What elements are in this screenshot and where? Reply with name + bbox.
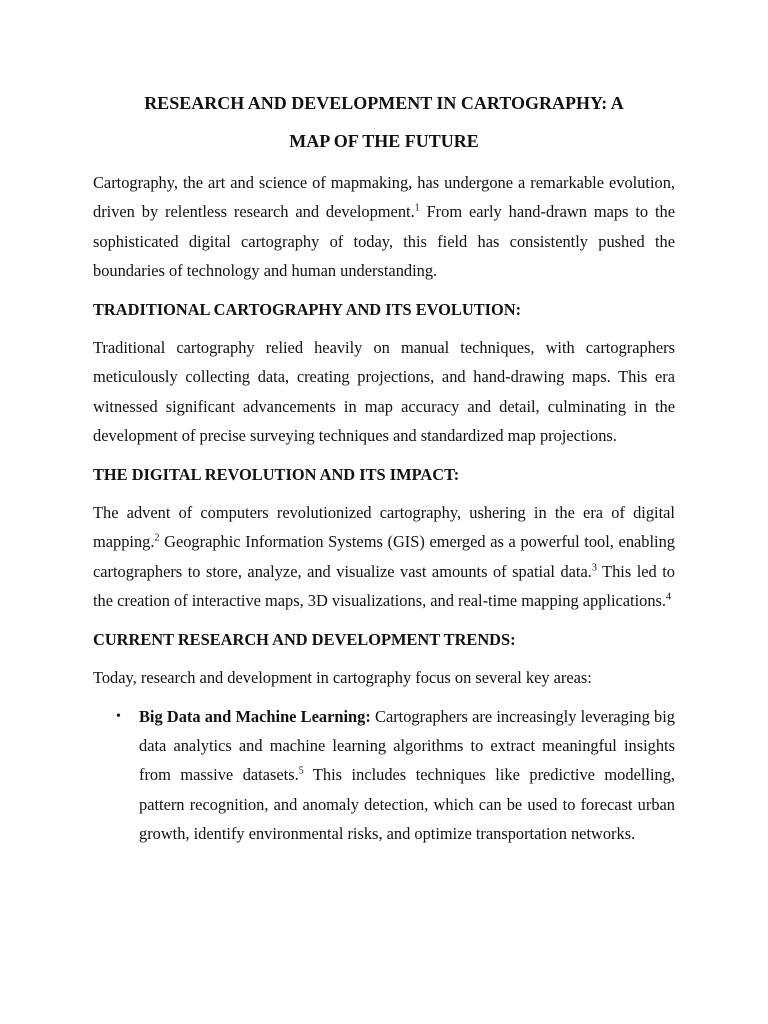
footnote-ref-2[interactable]: 2: [154, 533, 160, 544]
footnote-ref-4[interactable]: 4: [666, 591, 672, 603]
intro-text-1: Cartography, the art and science of mapmaking, has undergone a remarkable evolution, driven by relentless research and development.: [93, 173, 675, 222]
digital-paragraph: [93, 498, 675, 616]
footnote-ref-3[interactable]: 3: [591, 562, 597, 574]
traditional-paragraph: Traditional cartography relied heavily on manual techniques, with cartographers meticulously collecting data, creating projections, and hand-drawing maps. This era witnessed significant advancements in map accuracy and detail, culminating in the development of precise surveying techniques and standardized map projections.: [93, 338, 675, 446]
document-title: [93, 84, 675, 160]
section-heading-digital: THE DIGITAL REVOLUTION AND ITS IMPACT:: [93, 464, 460, 484]
list-item: [116, 702, 675, 849]
bullet-icon: •: [116, 708, 121, 724]
list-item-text-2: This includes techniques like predictive modelling, pattern recognition, and anomaly detection, which can be used to forecast urban growth, identify environmental risks, and optimize transportation networks.: [139, 765, 675, 844]
list-item-lead: Big Data and Machine Learning:: [139, 706, 371, 726]
intro-text-2: From early hand-drawn maps to the sophisticated digital cartography of today, this field has consistently pushed the boundaries of technology and human understanding.: [93, 202, 675, 281]
digital-text-1: The advent of computers revolutionized cartography, ushering in the era of digital mapping.: [93, 503, 675, 552]
current-intro-paragraph: Today, research and development in cartography focus on several key areas:: [93, 668, 592, 688]
list-item-text-1: Cartographers are increasingly leveraging big data analytics and machine learning algorithms to extract meaningful insights from massive datasets.: [139, 706, 675, 785]
footnote-ref-5[interactable]: 5: [298, 765, 304, 777]
digital-text-3: This led to the creation of interactive maps, 3D visualizations, and real-time mapping applications.: [93, 561, 675, 611]
title-line-2: MAP OF THE FUTURE: [289, 131, 479, 151]
trends-list: [93, 702, 675, 849]
digital-text-2: Geographic Information Systems (GIS) emerged as a powerful tool, enabling cartographers to store, analyze, and visualize vast amounts of spatial data.: [93, 532, 675, 581]
title-line-1: RESEARCH AND DEVELOPMENT IN CARTOGRAPHY: A: [144, 93, 624, 113]
section-heading-current: CURRENT RESEARCH AND DEVELOPMENT TRENDS:: [93, 629, 516, 649]
section-heading-traditional: TRADITIONAL CARTOGRAPHY AND ITS EVOLUTION:: [93, 299, 522, 319]
footnote-ref-1[interactable]: 1: [414, 202, 420, 214]
intro-paragraph: [93, 168, 675, 286]
